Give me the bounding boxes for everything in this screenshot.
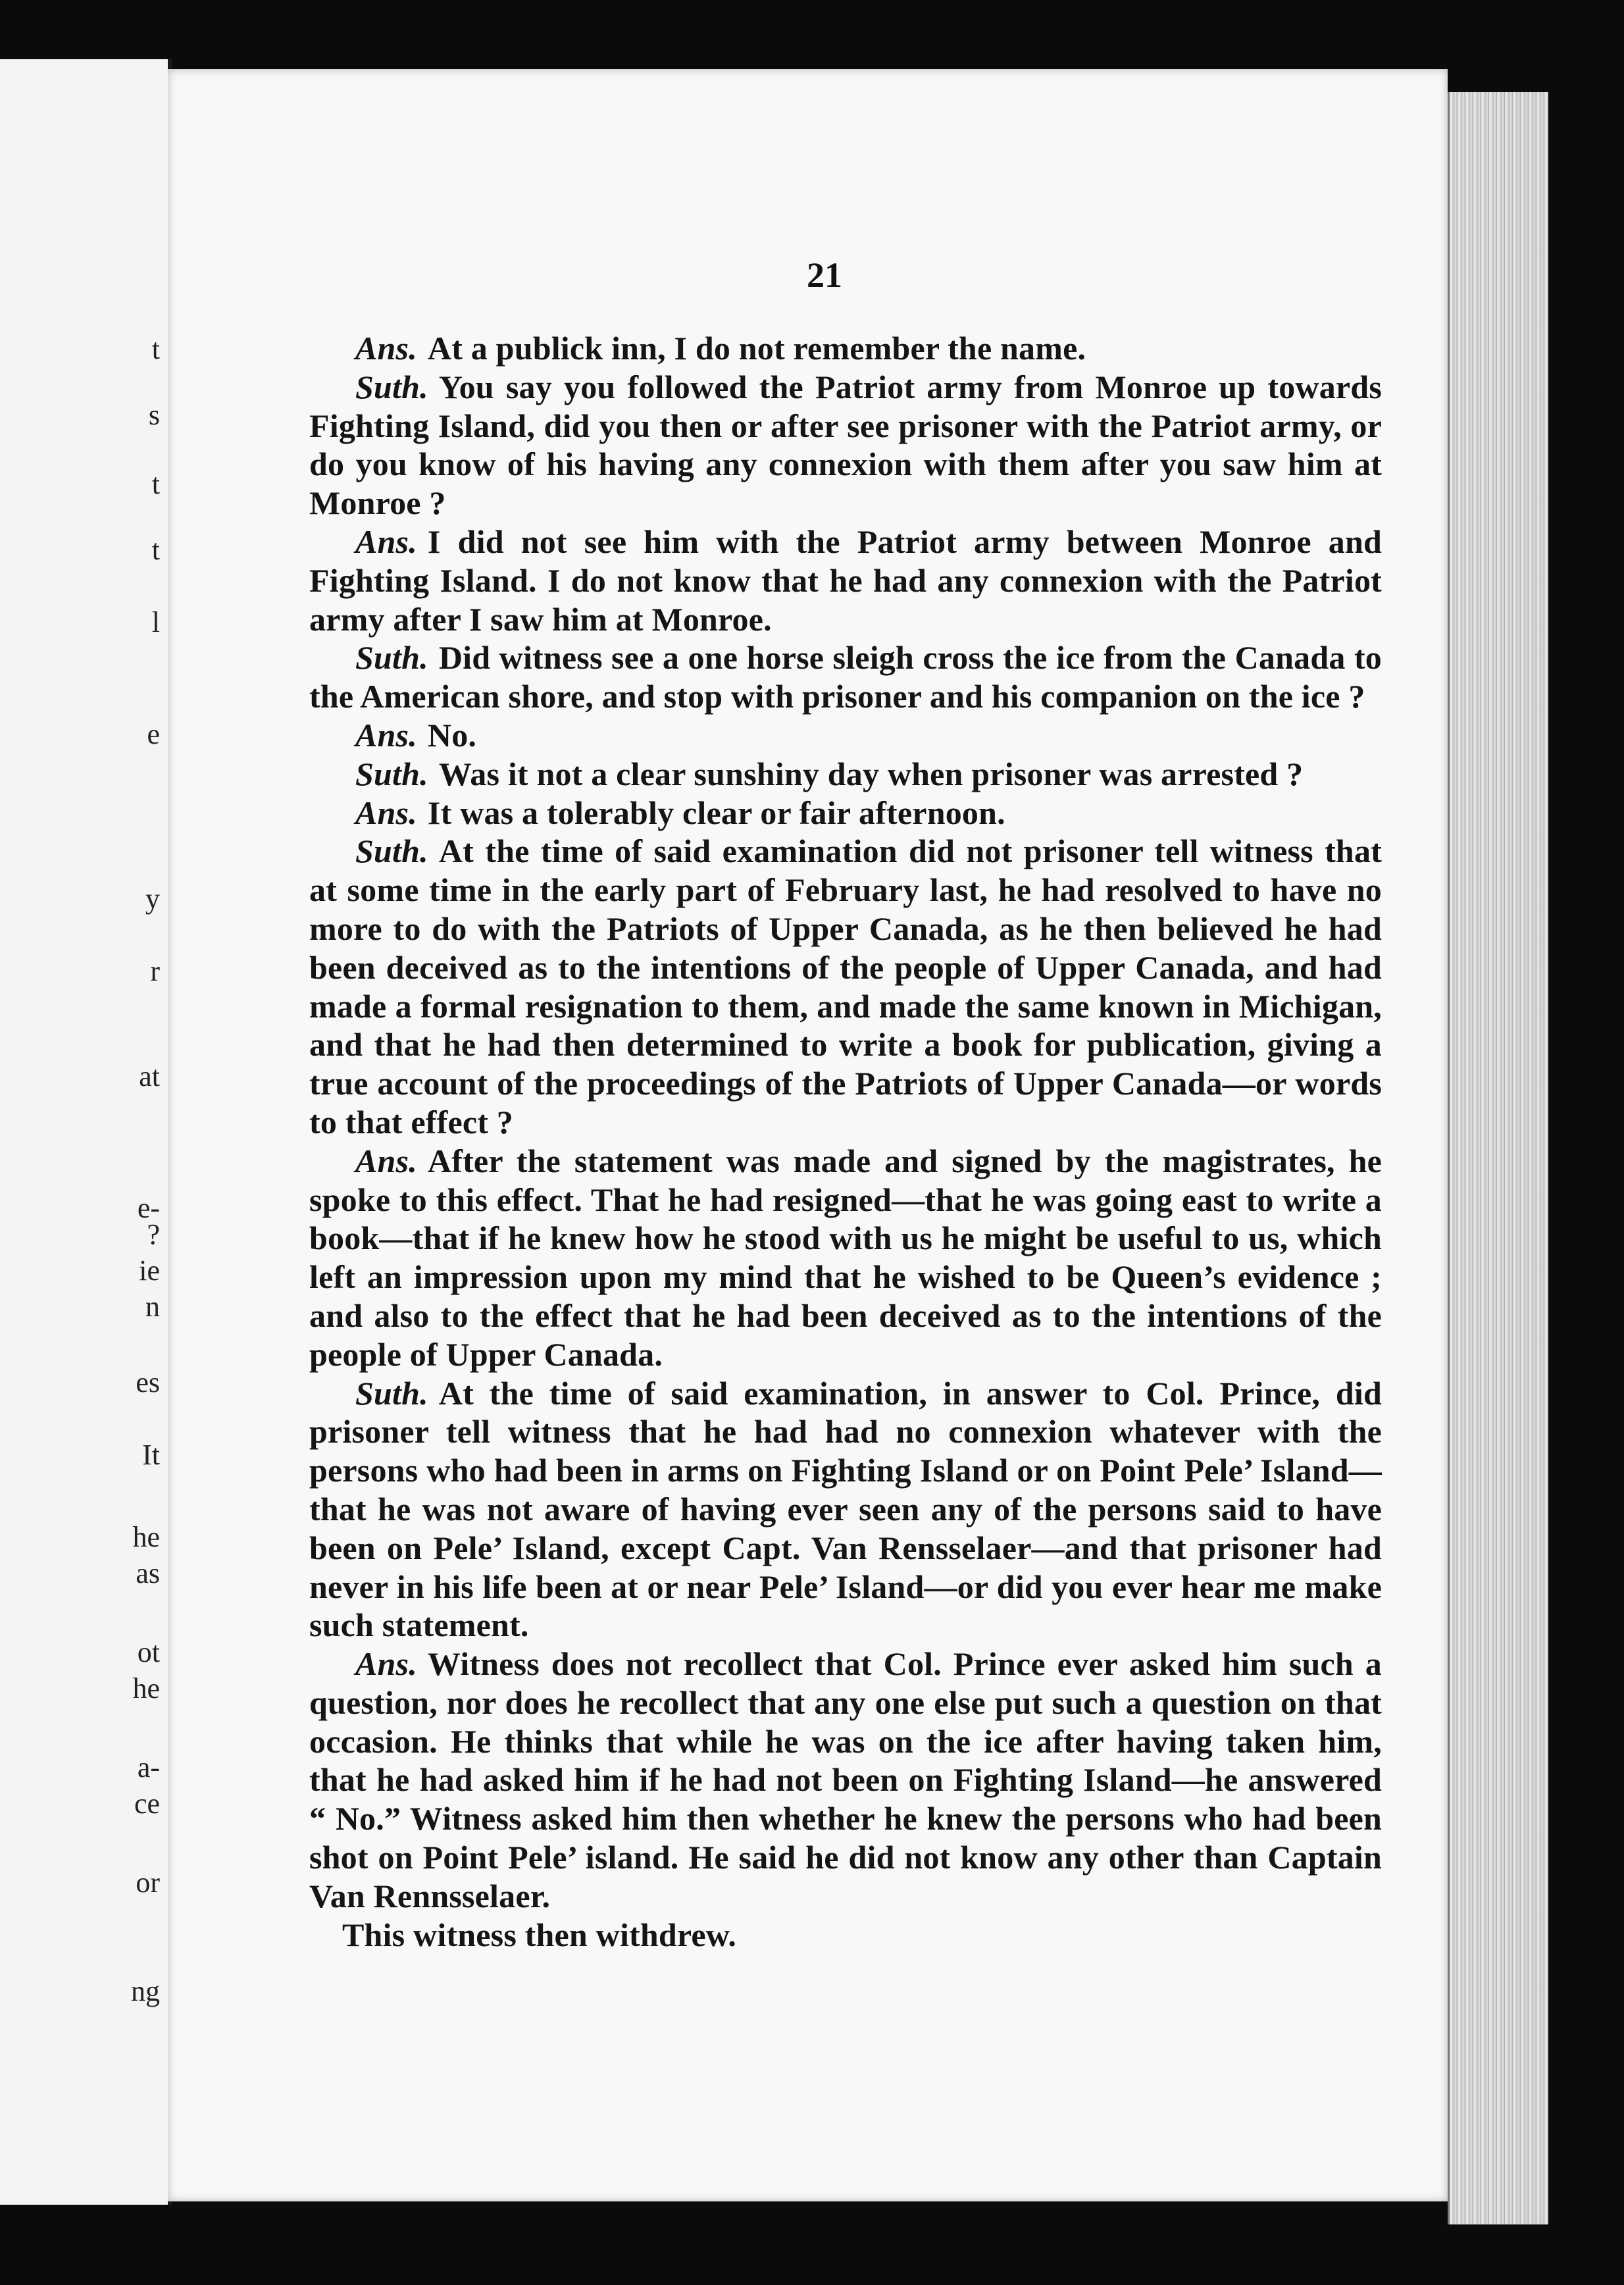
margin-fragment: e-: [137, 1192, 160, 1224]
testimony-paragraph: [309, 368, 1382, 523]
paragraph-text: At a publick inn, I do not remember the name.: [427, 330, 1086, 367]
testimony-paragraph: [309, 794, 1382, 833]
speaker-label: Ans.: [355, 1142, 417, 1179]
margin-fragment: as: [136, 1557, 160, 1589]
speaker-label: Suth.: [355, 833, 428, 870]
paragraph-text: I did not see him with the Patriot army between Monroe and Fighting Island. I do not know that he had any connexion with the Patriot army after I saw him at Monroe.: [309, 523, 1382, 638]
margin-fragment: y: [145, 883, 160, 915]
margin-fragment: t: [151, 333, 160, 365]
testimony-paragraph: [309, 523, 1382, 638]
paragraph-text: Was it not a clear sunshiny day when prisoner was arrested ?: [438, 755, 1304, 792]
paragraph-text: Did witness see a one horse sleigh cross the ice from the Canada to the American shore, and stop with prisoner and his companion on the ice ?: [309, 639, 1382, 715]
margin-fragment: e: [147, 718, 160, 750]
margin-fragment: he: [132, 1672, 160, 1705]
paragraph-text: Witness does not recollect that Col. Prince ever asked him such a question, nor does he recollect that any one else put such a question on that occasion. He thinks that while he was on the ice after having taken him, that he had asked him if he had not been on Fighting Island—he answered “ No.” Witness asked him then whether he knew the persons who had been shot on Point Pele’ island. He said he did not know any other than Captain Van Rennsselaer.: [309, 1645, 1382, 1914]
page-edge-stack: [1448, 92, 1548, 2224]
speaker-label: Ans.: [355, 1645, 417, 1683]
paragraph-text: At the time of said examination, in answer to Col. Prince, did prisoner tell witness that he had had no connexion whatever with the persons who had been in arms on Fighting Island or on Point Pele’ Island—that he was not aware of having ever seen any of the persons said to have been on Pele’ Island, except Capt. Van Rensselaer—and that prisoner had never in his life been at or near Pele’ Island—or did you ever hear me make such statement.: [309, 1374, 1382, 1644]
testimony-paragraph: [309, 832, 1382, 1141]
margin-fragment: t: [151, 468, 160, 500]
closing-line: This witness then withdrew.: [342, 1916, 737, 1953]
paragraph-text: After the statement was made and signed by the magistrates, he spoke to this effect. That he had resigned—that he was going east to write a book—that if he knew how he stood with us he might be useful to us, which left an impression upon my mind that he wished to be Queen’s evidence ; and also to the effect that he had been deceived as to the intentions of the people of Upper Canada.: [309, 1142, 1382, 1373]
margin-fragment: at: [139, 1060, 160, 1092]
testimony-paragraph: [309, 1645, 1382, 1916]
testimony-paragraph: [309, 755, 1382, 794]
margin-fragment: ?: [147, 1218, 160, 1250]
paragraph-text: At the time of said examination did not prisoner tell witness that at some time in the early part of February last, he had resolved to have no more to do with the Patriots of Upper Canada, as he then believed he had been deceived as to the intentions of the people of Upper Canada, and had made a formal resignation to them, and made the same known in Michigan, and that he had then determined to write a book for publication, giving a true account of the proceedings of the Patriots of Upper Canada—or words to that effect ?: [309, 833, 1382, 1141]
testimony-paragraph: [309, 1374, 1382, 1645]
speaker-label: Suth.: [355, 639, 428, 677]
facing-page-text-fragments: [61, 59, 160, 2205]
speaker-label: Suth.: [355, 368, 428, 405]
speaker-label: Suth.: [355, 1374, 428, 1412]
speaker-label: Suth.: [355, 755, 428, 792]
margin-fragment: It: [142, 1439, 160, 1471]
testimony-paragraph: [309, 716, 1382, 755]
speaker-label: Ans.: [355, 330, 417, 367]
margin-fragment: he: [132, 1521, 160, 1553]
page-number: 21: [807, 255, 842, 295]
paragraph-text: It was a tolerably clear or fair afternoon.: [427, 794, 1005, 831]
margin-fragment: s: [148, 399, 160, 431]
margin-fragment: t: [151, 534, 160, 566]
speaker-label: Ans.: [355, 716, 417, 754]
testimony-paragraph: [309, 1142, 1382, 1374]
paragraph-text: You say you followed the Patriot army from Monroe up towards Fighting Island, did you then or after see prisoner with the Patriot army, or do you know of his having any connexion with them after you saw him at Monroe ?: [309, 368, 1382, 522]
margin-fragment: a-: [137, 1751, 160, 1784]
speaker-label: Ans.: [355, 794, 417, 831]
paragraph-text: No.: [427, 716, 477, 754]
testimony-paragraph: [309, 329, 1382, 368]
page-body: [309, 329, 1382, 1954]
speaker-label: Ans.: [355, 523, 417, 560]
margin-fragment: ot: [137, 1636, 160, 1668]
margin-fragment: r: [150, 955, 160, 987]
margin-fragment: or: [136, 1866, 160, 1899]
margin-fragment: ie: [139, 1254, 160, 1287]
margin-fragment: es: [136, 1366, 160, 1399]
margin-fragment: n: [145, 1291, 160, 1323]
testimony-paragraph: [309, 638, 1382, 716]
margin-fragment: l: [151, 606, 160, 638]
margin-fragment: ng: [131, 1975, 160, 2007]
facing-page: [0, 59, 172, 2205]
margin-fragment: ce: [134, 1787, 160, 1820]
